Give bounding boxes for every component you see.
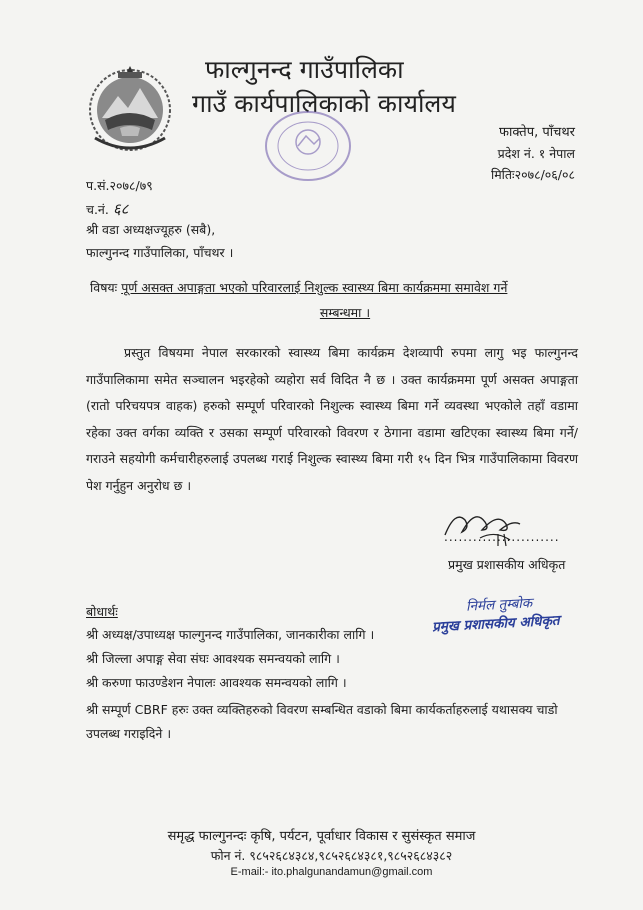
footer-slogan: समृद्ध फाल्गुनन्दः कृषि, पर्यटन, पूर्वाधार विकास र सुसंस्कृत समाज — [167, 829, 476, 844]
nepal-emblem-icon — [80, 58, 180, 158]
footer-phone: फोन नं. ९८५२६८४३८४,९८५२६८४३८१,९८५२६८४३८२ — [210, 848, 453, 863]
footer-email: E-mail:- ito.phalgunandamun@gmail.com — [230, 866, 433, 878]
signature-line: ........................ — [444, 530, 560, 544]
dispatch-label: च.नं. — [86, 202, 109, 217]
letter-date: मितिः२०७८/०६/०८ — [490, 167, 575, 182]
letter-body: प्रस्तुत विषयमा नेपाल सरकारको स्वास्थ्य बिमा कार्यक्रम देशव्यापी रुपमा लागु भइ फाल्गुनन्द गाउँपालिकामा समेत सञ्चालन भइरहेको व्यहोरा सर्व विदित नै छ । उक्त कार्यक्रममा पूर्ण असक्त अपाङ्गता (रातो परिचयपत्र वाहक) हरुको सम्पूर्ण परिवारको निशुल्क स्वास्थ्य बिमा गर्ने व्यवस्था भएकोले तहाँ वडामा रहेका उक्त वर्गका व्यक्ति र उसका सम्पूर्ण परिवारको विवरण र ठेगाना वडामा खटिएका स्वास्थ्य बिमा गर्ने/गराउने सहयोगी कर्मचारीहरुलाई उपलब्ध गराई निशुल्क स्वास्थ्य बिमा गरी १५ दिन भित्र गाउँपालिकामा विवरण पेश गर्नुहुन अनुरोध छ । — [86, 345, 578, 493]
cc-item: श्री अध्यक्ष/उपाध्यक्ष फाल्गुनन्द गाउँपालिका, जानकारीका लागि । — [86, 627, 375, 642]
recipient-address: फाल्गुनन्द गाउँपालिका, पाँचथर । — [86, 245, 234, 260]
cc-item: श्री सम्पूर्ण CBRF हरुः उक्त व्यक्तिहरुको विवरण सम्बन्धित वडाको बिमा कार्यकर्ताहरुलाई यथासक्य चाडो उपलब्ध गराइदिने । — [86, 702, 558, 741]
signatory-title: प्रमुख प्रशासकीय अधिकृत — [448, 557, 566, 572]
subject-text: पूर्ण असक्त अपाङ्गता भएको परिवारलाई निशुल्क स्वास्थ्य बिमा कार्यक्रममा समावेश गर्ने — [121, 280, 508, 295]
letterhead-title: फाल्गुनन्द गाउँपालिका — [205, 55, 404, 84]
recipient-line: श्री वडा अध्यक्षज्यूहरु (सबै), — [86, 222, 216, 237]
office-stamp-icon — [262, 108, 354, 184]
stamp-officer-title: प्रमुख प्रशासकीय अधिकृत — [431, 612, 560, 636]
stamp-officer-name: निर्मल तुम्बोक — [465, 595, 533, 615]
office-address: फाक्तेप, पाँचथर — [498, 125, 575, 140]
cc-item: श्री जिल्ला अपाङ्ग सेवा संघः आवश्यक समन्वयको लागि । — [86, 651, 340, 666]
subject-text-continued: सम्बन्धमा । — [319, 305, 371, 320]
dispatch-value: ६८ — [112, 200, 129, 218]
cc-heading: बोधार्थः — [86, 604, 118, 619]
dispatch-number — [86, 199, 128, 219]
subject-line — [90, 275, 570, 325]
subject-label: विषयः — [90, 280, 118, 295]
reference-number: प.सं.२०७८/७९ — [86, 178, 153, 193]
province-line: प्रदेश नं. १ नेपाल — [497, 146, 575, 161]
cc-item: श्री करुणा फाउण्डेशन नेपालः आवश्यक समन्वयको लागि । — [86, 675, 347, 690]
letterhead-subtitle: गाउँ कार्यपालिकाको कार्यालय — [192, 89, 456, 118]
